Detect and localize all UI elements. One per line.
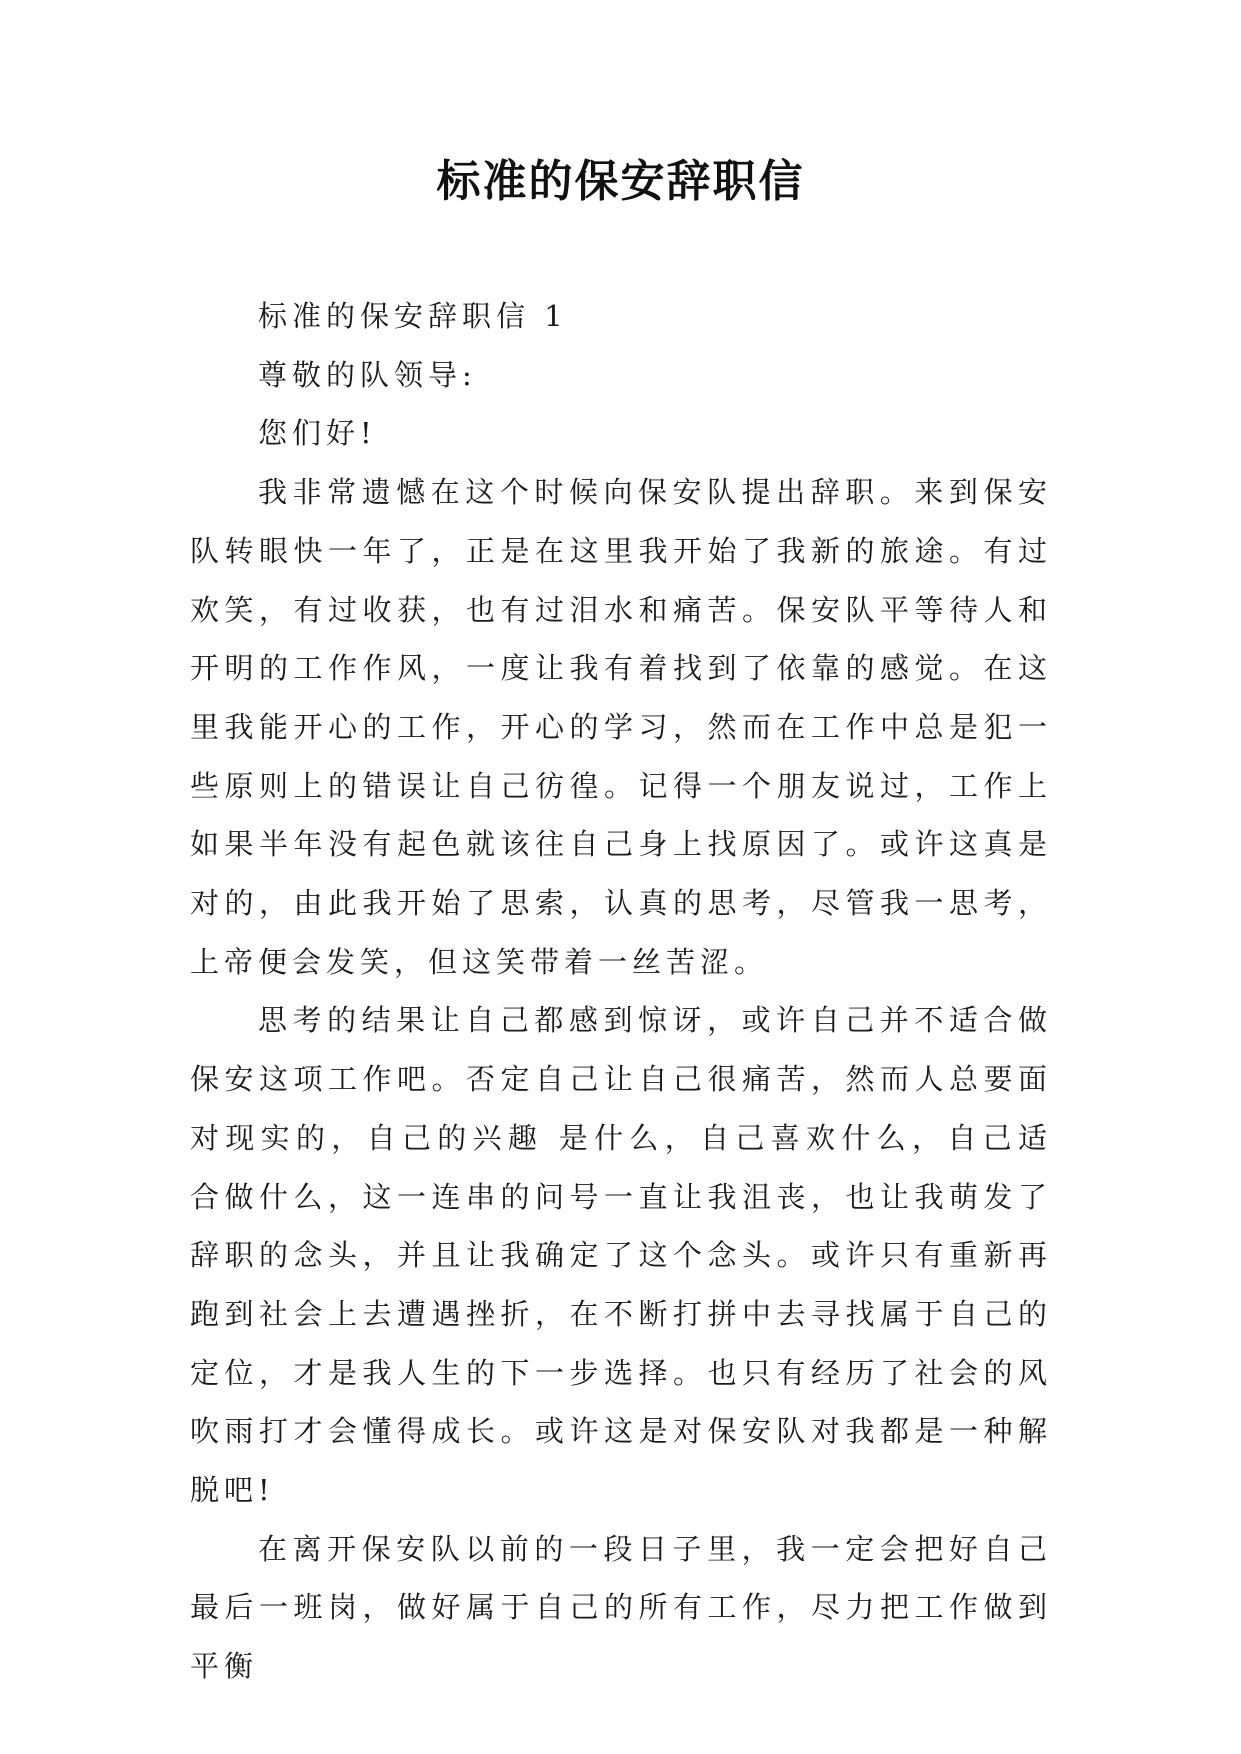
body-paragraph-2: 思考的结果让自己都感到惊讶，或许自己并不适合做保安这项工作吧。否定自己让自己很痛苦，然而人总要面对现实的，自己的兴趣 是什么，自己喜欢什么，自己适合做什么，这一连串的问号一直让我沮丧，也让我萌发了辞职的念头，并且让我确定了这个念头。或许只有重新再跑到社会上去遭遇挫折，在不断打拼中去寻找属于自己的定位，才是我人生的下一步选择。也只有经历了社会的风吹雨打才会懂得成长。或许这是对保安队对我都是一种解脱吧! <box>190 1003 1052 1508</box>
document-body <box>190 287 1052 1696</box>
letter-greeting: 您们好! <box>258 416 377 451</box>
body-paragraph-1: 我非常遗憾在这个时候向保安队提出辞职。来到保安队转眼快一年了，正是在这里我开始了我新的旅途。有过欢笑，有过收获，也有过泪水和痛苦。保安队平等待人和开明的工作作风，一度让我有着找到了依靠的感觉。在这里我能开心的工作，开心的学习，然而在工作中总是犯一些原则上的错误让自己彷徨。记得一个朋友说过，工作上如果半年没有起色就该往自己身上找原因了。或许这真是对的，由此我开始了思索，认真的思考，尽管我一思考，上帝便会发笑，但这笑带着一丝苦涩。 <box>190 475 1052 979</box>
letter-subtitle: 标准的保安辞职信 1 <box>258 299 568 333</box>
body-paragraph-3: 在离开保安队以前的一段日子里，我一定会把好自己最后一班岗，做好属于自己的所有工作，尽力把工作做到平衡 <box>190 1531 1052 1684</box>
document-title: 标准的保安辞职信 <box>436 156 805 207</box>
letter-salutation: 尊敬的队领导: <box>258 357 477 392</box>
